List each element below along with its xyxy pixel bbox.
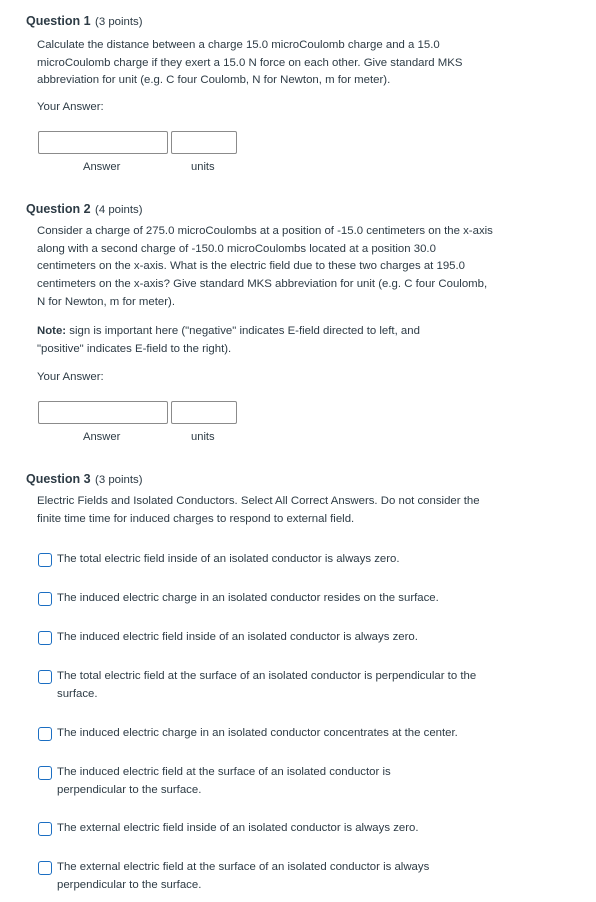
question-3-text: Electric Fields and Isolated Conductors. Select All Correct Answers. Do not consider the finite time time for induced charges to respond to external field. — [37, 495, 480, 525]
checkbox[interactable] — [38, 553, 52, 567]
question-1-text: Calculate the distance between a charge 15.0 microCoulomb charge and a 15.0 microCoulomb charge if they exert a 15.0 N force on each other. Give standard MKS abbreviation for unit (e.g. C four Coulomb, N for Newton, m for meter). — [37, 39, 463, 87]
question-3-option-8[interactable] — [38, 859, 468, 894]
checkbox[interactable] — [38, 592, 52, 606]
question-2-note-label: Note: — [37, 325, 67, 337]
question-1-title: Question 1 — [26, 14, 91, 28]
question-2-answer-caption: Answer — [83, 431, 121, 443]
question-3-option-4[interactable] — [38, 668, 498, 703]
question-2-text: Consider a charge of 275.0 microCoulombs at a position of -15.0 centimeters on the x-axis along with a second charge of -150.0 microCoulombs located at a position 30.0 centimeters on the x-axis. What is the electric field due to these two charges at 195.0 centimeters on the x-axis? Give standard MKS abbreviation for unit (e.g. C four Coulomb, N for Newton, m for meter). — [37, 225, 493, 308]
question-3-header — [26, 470, 586, 488]
question-3-option-1[interactable] — [38, 551, 498, 569]
option-label: The induced electric charge in an isolated conductor resides on the surface. — [57, 592, 439, 604]
question-3-option-2[interactable] — [38, 590, 498, 608]
question-2-title: Question 2 — [26, 202, 91, 216]
question-2-note-text: sign is important here ("negative" indicates E-field directed to left, and "positive" indicates E-field to the right). — [37, 325, 420, 355]
question-2-answer-input[interactable] — [38, 401, 168, 424]
question-3-option-7[interactable] — [38, 820, 498, 838]
question-1-your-answer-label: Your Answer: — [37, 101, 104, 113]
option-label: The induced electric charge in an isolated conductor concentrates at the center. — [57, 727, 458, 739]
option-label: The external electric field inside of an isolated conductor is always zero. — [57, 822, 419, 834]
question-3-option-6[interactable] — [38, 764, 438, 799]
question-1-points: (3 points) — [95, 16, 143, 28]
checkbox[interactable] — [38, 766, 52, 780]
checkbox[interactable] — [38, 727, 52, 741]
option-label: The external electric field at the surface of an isolated conductor is always perpendicular to the surface. — [57, 861, 430, 891]
question-3-option-5[interactable] — [38, 725, 498, 743]
question-2-points: (4 points) — [95, 204, 143, 216]
checkbox[interactable] — [38, 670, 52, 684]
option-label: The induced electric field at the surface of an isolated conductor is perpendicular to the surface. — [57, 766, 391, 796]
checkbox[interactable] — [38, 631, 52, 645]
question-3-option-3[interactable] — [38, 629, 498, 647]
question-2-units-input[interactable] — [171, 401, 237, 424]
question-3-title: Question 3 — [26, 472, 91, 486]
question-2-your-answer-label: Your Answer: — [37, 371, 104, 383]
option-label: The total electric field at the surface of an isolated conductor is perpendicular to the surface. — [57, 670, 477, 700]
question-3-points: (3 points) — [95, 474, 143, 486]
question-1-header — [26, 12, 586, 30]
question-2-note — [37, 323, 457, 358]
question-1-units-caption: units — [191, 161, 215, 173]
question-1-units-input[interactable] — [171, 131, 237, 154]
checkbox[interactable] — [38, 861, 52, 875]
option-label: The total electric field inside of an isolated conductor is always zero. — [57, 553, 400, 565]
question-1-answer-input[interactable] — [38, 131, 168, 154]
question-2-header — [26, 200, 586, 218]
question-1-answer-caption: Answer — [83, 161, 121, 173]
checkbox[interactable] — [38, 822, 52, 836]
question-2-units-caption: units — [191, 431, 215, 443]
option-label: The induced electric field inside of an isolated conductor is always zero. — [57, 631, 418, 643]
